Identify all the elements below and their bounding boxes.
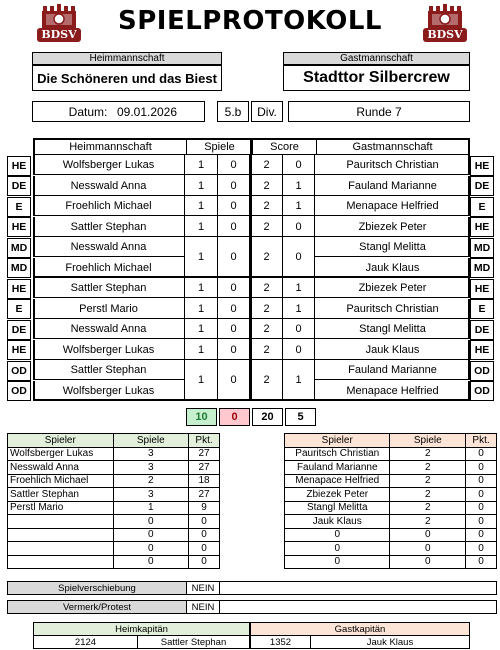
score-home: 2	[251, 237, 283, 278]
games-home: 1	[185, 360, 218, 401]
stat-games: 2	[390, 501, 466, 515]
stat-header-points: Pkt.	[189, 434, 220, 448]
game-type-r: HE	[470, 156, 494, 176]
games-away: 0	[218, 196, 251, 217]
home-player: Nesswald Anna	[33, 176, 185, 197]
stat-points: 0	[466, 542, 497, 556]
protest-value: NEIN	[187, 601, 220, 613]
stat-row	[285, 555, 497, 569]
stat-header-points: Pkt.	[466, 434, 497, 448]
stat-row	[285, 515, 497, 529]
stat-games: 0	[113, 555, 189, 569]
stat-header-games: Spiele	[390, 434, 466, 448]
games-away: 0	[218, 278, 251, 299]
column-divider	[250, 138, 252, 401]
stat-player: Menapace Helfried	[285, 474, 390, 488]
score-away: 0	[283, 319, 315, 340]
away-player: Pauritsch Christian	[346, 302, 439, 315]
home-player: Perstl Mario	[33, 299, 185, 320]
score-home: 2	[251, 319, 283, 340]
stat-games: 2	[390, 515, 466, 529]
stat-games: 1	[113, 501, 189, 515]
stat-row	[8, 555, 220, 569]
score-home: 2	[251, 278, 283, 299]
stat-games: 3	[113, 447, 189, 461]
stat-games: 0	[113, 542, 189, 556]
stat-header-player: Spieler	[285, 434, 390, 448]
game-type-l: MD	[7, 238, 31, 258]
protest-label: Vermerk/Protest	[8, 601, 187, 613]
stat-points: 0	[466, 515, 497, 529]
game-type-l: DE	[7, 320, 31, 340]
stat-games: 0	[390, 542, 466, 556]
games-away: 0	[218, 155, 251, 176]
merged-cell	[251, 381, 283, 402]
stat-points: 0	[189, 555, 220, 569]
game-type-r: DE	[470, 176, 494, 196]
stat-row	[8, 474, 220, 488]
header-home: Heimmannschaft	[35, 140, 187, 154]
away-player: Stangl Melitta	[359, 241, 426, 254]
stat-points: 0	[466, 501, 497, 515]
away-player: Fauland Marianne	[348, 179, 437, 192]
stat-player: Pauritsch Christian	[285, 447, 390, 461]
logo-text: BDSV	[427, 28, 463, 41]
score-home: 2	[251, 360, 283, 401]
stat-player: 0	[285, 542, 390, 556]
stat-player: Perstl Mario	[8, 501, 114, 515]
postponement-label: Spielverschiebung	[8, 582, 187, 594]
postponement-row	[7, 581, 497, 595]
game-type-r: HE	[470, 217, 494, 237]
stat-player	[8, 515, 114, 529]
date-label: Datum:	[68, 104, 108, 119]
away-captain-name: Jauk Klaus	[310, 635, 470, 649]
score-home: 2	[251, 176, 283, 197]
stat-points: 0	[466, 474, 497, 488]
stat-row	[285, 474, 497, 488]
stat-player: Froehlich Michael	[8, 474, 114, 488]
merged-cell	[218, 381, 251, 402]
score-away: 0	[283, 217, 315, 238]
stat-player: Wolfsberger Lukas	[8, 447, 114, 461]
postponement-value: NEIN	[187, 582, 220, 594]
merged-cell	[185, 258, 218, 279]
away-team-name: Stadttor Silbercrew	[283, 65, 470, 91]
game-type-l: OD	[7, 361, 31, 381]
merged-cell	[218, 258, 251, 279]
stat-points: 27	[189, 488, 220, 502]
home-captain-label: Heimkapitän	[33, 622, 250, 636]
stat-player	[8, 528, 114, 542]
game-type-r: OD	[470, 381, 494, 401]
games-home: 1	[185, 176, 218, 197]
away-player: Pauritsch Christian	[346, 159, 439, 172]
game-type-l: HE	[7, 340, 31, 360]
game-type-r: E	[470, 197, 494, 217]
stat-points: 0	[466, 555, 497, 569]
away-stats-table	[284, 433, 497, 569]
stat-points: 0	[189, 528, 220, 542]
game-type-r: E	[470, 299, 494, 319]
score-home: 2	[251, 340, 283, 361]
away-player: Stangl Melitta	[359, 323, 426, 336]
total-games-home: 10	[186, 408, 217, 426]
games-away: 0	[218, 299, 251, 320]
home-captain-name: Sattler Stephan	[137, 635, 250, 649]
game-type-r: HE	[470, 340, 494, 360]
score-away: 0	[283, 340, 315, 361]
stat-row	[8, 501, 220, 515]
home-player: Sattler Stephan	[33, 360, 185, 381]
total-score-home: 20	[252, 408, 283, 426]
stat-games: 3	[113, 461, 189, 475]
game-type-l: DE	[7, 176, 31, 196]
score-away: 1	[283, 360, 315, 401]
stat-row	[285, 542, 497, 556]
date-value: 09.01.2026	[116, 104, 178, 119]
away-captain-id: 1352	[250, 635, 311, 649]
stat-player	[8, 555, 114, 569]
stat-player: Stangl Melitta	[285, 501, 390, 515]
home-player: Nesswald Anna	[33, 237, 185, 258]
games-away: 0	[218, 360, 251, 401]
game-type-l: OD	[7, 381, 31, 401]
stat-games: 0	[390, 528, 466, 542]
away-captain-label: Gastkapitän	[250, 622, 470, 636]
away-player: Jauk Klaus	[365, 343, 420, 356]
round-value: Runde 7	[288, 101, 470, 122]
home-team-label: Heimmannschaft	[32, 52, 222, 65]
stat-row	[285, 501, 497, 515]
games-home: 1	[185, 196, 218, 217]
games-away: 0	[218, 319, 251, 340]
score-away: 1	[283, 176, 315, 197]
home-player: Froehlich Michael	[33, 196, 185, 217]
score-away: 0	[283, 155, 315, 176]
home-player: Sattler Stephan	[33, 217, 185, 238]
game-type-r: MD	[470, 238, 494, 258]
game-type-l: E	[7, 299, 31, 319]
games-away: 0	[218, 340, 251, 361]
merged-cell	[185, 381, 218, 402]
games-home: 1	[185, 319, 218, 340]
games-away: 0	[218, 176, 251, 197]
stat-row	[285, 488, 497, 502]
stat-header-games: Spiele	[113, 434, 189, 448]
home-player: Froehlich Michael	[33, 258, 185, 279]
away-player: Menapace Helfried	[346, 200, 439, 213]
stat-games: 2	[390, 447, 466, 461]
stat-row	[285, 461, 497, 475]
stat-header-player: Spieler	[8, 434, 114, 448]
home-stats-table	[7, 433, 220, 569]
score-home: 2	[251, 217, 283, 238]
stat-points: 0	[189, 515, 220, 529]
header-away: Gastmannschaft	[352, 141, 433, 153]
stat-row	[8, 542, 220, 556]
game-type-l: HE	[7, 156, 31, 176]
games-home: 1	[185, 340, 218, 361]
page-title: SPIELPROTOKOLL	[117, 6, 383, 36]
home-captain-id: 2124	[33, 635, 138, 649]
stat-points: 18	[189, 474, 220, 488]
score-home: 2	[251, 299, 283, 320]
bdsv-logo-right	[418, 4, 472, 44]
stat-games: 0	[390, 555, 466, 569]
total-score-away: 5	[285, 408, 316, 426]
merged-cell	[283, 381, 315, 402]
games-away: 0	[218, 217, 251, 238]
header-games: Spiele	[187, 140, 253, 154]
home-player: Wolfsberger Lukas	[33, 340, 185, 361]
stat-player: Nesswald Anna	[8, 461, 114, 475]
stat-points: 0	[466, 528, 497, 542]
game-type-l: E	[7, 197, 31, 217]
stat-games: 2	[390, 461, 466, 475]
stat-games: 2	[113, 474, 189, 488]
game-type-l: HE	[7, 279, 31, 299]
games-home: 1	[185, 155, 218, 176]
games-home: 1	[185, 217, 218, 238]
home-player: Sattler Stephan	[33, 278, 185, 299]
stat-row	[8, 528, 220, 542]
stat-points: 27	[189, 447, 220, 461]
stat-points: 9	[189, 501, 220, 515]
away-team-label: Gastmannschaft	[283, 52, 470, 65]
stat-player: 0	[285, 528, 390, 542]
stat-games: 3	[113, 488, 189, 502]
games-home: 1	[185, 278, 218, 299]
games-home: 1	[185, 299, 218, 320]
score-away: 1	[283, 299, 315, 320]
stat-games: 0	[113, 528, 189, 542]
score-away: 1	[283, 278, 315, 299]
bdsv-logo-left	[32, 4, 86, 44]
stat-row	[8, 447, 220, 461]
away-player: Zbiezek Peter	[358, 282, 427, 295]
away-player: Fauland Marianne	[348, 364, 437, 377]
stat-player: Zbiezek Peter	[285, 488, 390, 502]
game-type-r: OD	[470, 361, 494, 381]
score-home: 2	[251, 196, 283, 217]
stat-player: 0	[285, 555, 390, 569]
stat-row	[285, 528, 497, 542]
stat-points: 0	[466, 488, 497, 502]
division-label: Div.	[251, 101, 283, 122]
protest-row	[7, 600, 497, 614]
stat-games: 2	[390, 474, 466, 488]
stat-player: Jauk Klaus	[285, 515, 390, 529]
games-away: 0	[218, 237, 251, 278]
stat-points: 27	[189, 461, 220, 475]
game-type-l: MD	[7, 258, 31, 278]
game-type-r: HE	[470, 279, 494, 299]
home-player: Wolfsberger Lukas	[33, 381, 185, 402]
score-home: 2	[251, 155, 283, 176]
merged-cell	[283, 258, 315, 279]
game-type-l: HE	[7, 217, 31, 237]
stat-games: 0	[113, 515, 189, 529]
away-player: Menapace Helfried	[346, 384, 439, 397]
stat-row	[8, 461, 220, 475]
stat-player: Fauland Marianne	[285, 461, 390, 475]
stat-row	[8, 515, 220, 529]
stat-points: 0	[466, 447, 497, 461]
home-team-name: Die Schöneren und das Biest	[32, 65, 222, 91]
stat-row	[285, 447, 497, 461]
home-player: Wolfsberger Lukas	[33, 155, 185, 176]
stat-points: 0	[466, 461, 497, 475]
score-away: 0	[283, 237, 315, 278]
game-type-r: DE	[470, 320, 494, 340]
game-type-r: MD	[470, 258, 494, 278]
header-score: Score	[253, 140, 317, 154]
games-home: 1	[185, 237, 218, 278]
stat-player: Sattler Stephan	[8, 488, 114, 502]
stat-player	[8, 542, 114, 556]
away-player: Zbiezek Peter	[358, 220, 427, 233]
stat-row	[8, 488, 220, 502]
score-away: 1	[283, 196, 315, 217]
away-player: Jauk Klaus	[365, 261, 420, 274]
merged-cell	[251, 258, 283, 279]
home-player: Nesswald Anna	[33, 319, 185, 340]
logo-text: BDSV	[41, 28, 77, 41]
division-value: 5.b	[217, 101, 249, 122]
total-games-away: 0	[219, 408, 250, 426]
stat-games: 2	[390, 488, 466, 502]
stat-points: 0	[189, 542, 220, 556]
